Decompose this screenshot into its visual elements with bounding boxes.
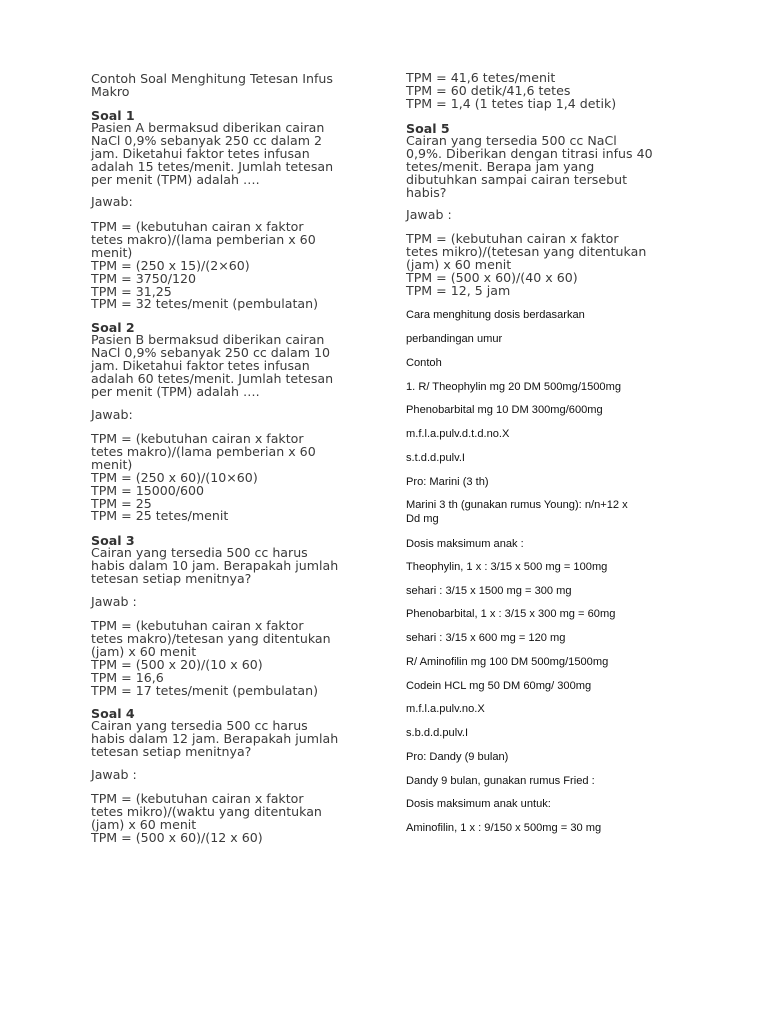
soal-3-answer: TPM = (kebutuhan cairan x faktor tetes makro)/tetesan yang ditentukan (jam) x 60 menit TPM = (500 x 20)/(10 x 60) TPM = 16,6 TPM = 17 tetes/menit (pembulatan) xyxy=(91,618,331,698)
soal-3-question: Cairan yang tersedia 500 cc harus habis dalam 10 jam. Berapakah jumlah tetesan setiap menitnya? xyxy=(91,545,339,586)
soal-3-jawab-label: Jawab : xyxy=(91,594,137,609)
dosis-line: R/ Aminofilin mg 100 DM 500mg/1500mg xyxy=(406,656,609,668)
soal-4-heading: Soal 4 xyxy=(91,706,135,721)
dosis-line: sehari : 3/15 x 600 mg = 120 mg xyxy=(406,632,566,644)
dosis-line: Dandy 9 bulan, gunakan rumus Fried : xyxy=(406,775,595,787)
dosis-line: m.f.l.a.pulv.d.t.d.no.X xyxy=(406,428,510,440)
soal-1-heading: Soal 1 xyxy=(91,108,135,123)
soal-1-question: Pasien A bermaksud diberikan cairan NaCl 0,9% sebanyak 250 cc dalam 2 jam. Diketahui faktor tetes infusan adalah 15 tetes/menit. Jumlah tetesan per menit (TPM) adalah …. xyxy=(91,120,334,187)
soal-5-jawab-label: Jawab : xyxy=(406,207,452,222)
soal-1-jawab-label: Jawab: xyxy=(91,194,133,209)
dosis-line: Phenobarbital, 1 x : 3/15 x 300 mg = 60mg xyxy=(406,608,616,620)
dosis-line: Cara menghitung dosis berdasarkan xyxy=(406,309,585,321)
soal-4-answer: TPM = (kebutuhan cairan x faktor tetes mikro)/(waktu yang ditentukan (jam) x 60 menit TPM = (500 x 60)/(12 x 60) xyxy=(91,791,322,845)
dosis-line: Dd mg xyxy=(406,513,439,525)
dosis-line: Theophylin, 1 x : 3/15 x 500 mg = 100mg xyxy=(406,561,608,573)
soal-4-jawab-label: Jawab : xyxy=(91,767,137,782)
dosis-line: perbandingan umur xyxy=(406,333,503,345)
soal-2-jawab-label: Jawab: xyxy=(91,407,133,422)
dosis-line: Pro: Marini (3 th) xyxy=(406,476,489,488)
dosis-line: Marini 3 th (gunakan rumus Young): n/n+12 x xyxy=(406,499,628,511)
soal-5-question: Cairan yang tersedia 500 cc NaCl 0,9%. Diberikan dengan titrasi infus 40 tetes/menit. Berapa jam yang dibutuhkan sampai cairan tersebut habis? xyxy=(406,133,653,200)
soal-3-heading: Soal 3 xyxy=(91,533,135,548)
dosis-line: Pro: Dandy (9 bulan) xyxy=(406,751,509,763)
soal-2-heading: Soal 2 xyxy=(91,320,135,335)
dosis-line: Aminofilin, 1 x : 9/150 x 500mg = 30 mg xyxy=(406,822,602,834)
document-title: Contoh Soal Menghitung Tetesan Infus Makro xyxy=(91,71,333,99)
soal-5-heading: Soal 5 xyxy=(406,121,450,136)
dosis-line: s.b.d.d.pulv.I xyxy=(406,727,469,739)
soal-4-answer-continued: TPM = 41,6 tetes/menit TPM = 60 detik/41,6 tetes TPM = 1,4 (1 tetes tiap 1,4 detik) xyxy=(406,70,617,111)
dosis-line: Dosis maksimum anak : xyxy=(406,538,524,550)
soal-2-question: Pasien B bermaksud diberikan cairan NaCl 0,9% sebanyak 250 cc dalam 10 jam. Diketahui faktor tetes infusan adalah 60 tetes/menit. Jumlah tetesan per menit (TPM) adalah …. xyxy=(91,332,334,399)
dosis-line: Contoh xyxy=(406,357,442,369)
dosis-line: Dosis maksimum anak untuk: xyxy=(406,798,551,810)
dosis-line: 1. R/ Theophylin mg 20 DM 500mg/1500mg xyxy=(406,381,622,393)
dosis-line: Phenobarbital mg 10 DM 300mg/600mg xyxy=(406,404,603,416)
soal-5-answer: TPM = (kebutuhan cairan x faktor tetes mikro)/(tetesan yang ditentukan (jam) x 60 menit TPM = (500 x 60)/(40 x 60) TPM = 12, 5 jam xyxy=(406,231,647,298)
soal-1-answer: TPM = (kebutuhan cairan x faktor tetes makro)/(lama pemberian x 60 menit) TPM = (250 x 15)/(2×60) TPM = 3750/120 TPM = 31,25 TPM = 32 tetes/menit (pembulatan) xyxy=(91,219,319,312)
soal-4-question: Cairan yang tersedia 500 cc harus habis dalam 12 jam. Berapakah jumlah tetesan setiap menitnya? xyxy=(91,718,339,759)
dosis-line: s.t.d.d.pulv.I xyxy=(406,452,465,464)
dosis-line: Codein HCL mg 50 DM 60mg/ 300mg xyxy=(406,680,592,692)
dosis-line: sehari : 3/15 x 1500 mg = 300 mg xyxy=(406,585,572,597)
dosis-line: m.f.l.a.pulv.no.X xyxy=(406,703,485,715)
soal-2-answer: TPM = (kebutuhan cairan x faktor tetes makro)/(lama pemberian x 60 menit) TPM = (250 x 60)/(10×60) TPM = 15000/600 TPM = 25 TPM = 25 tetes/menit xyxy=(91,431,316,524)
